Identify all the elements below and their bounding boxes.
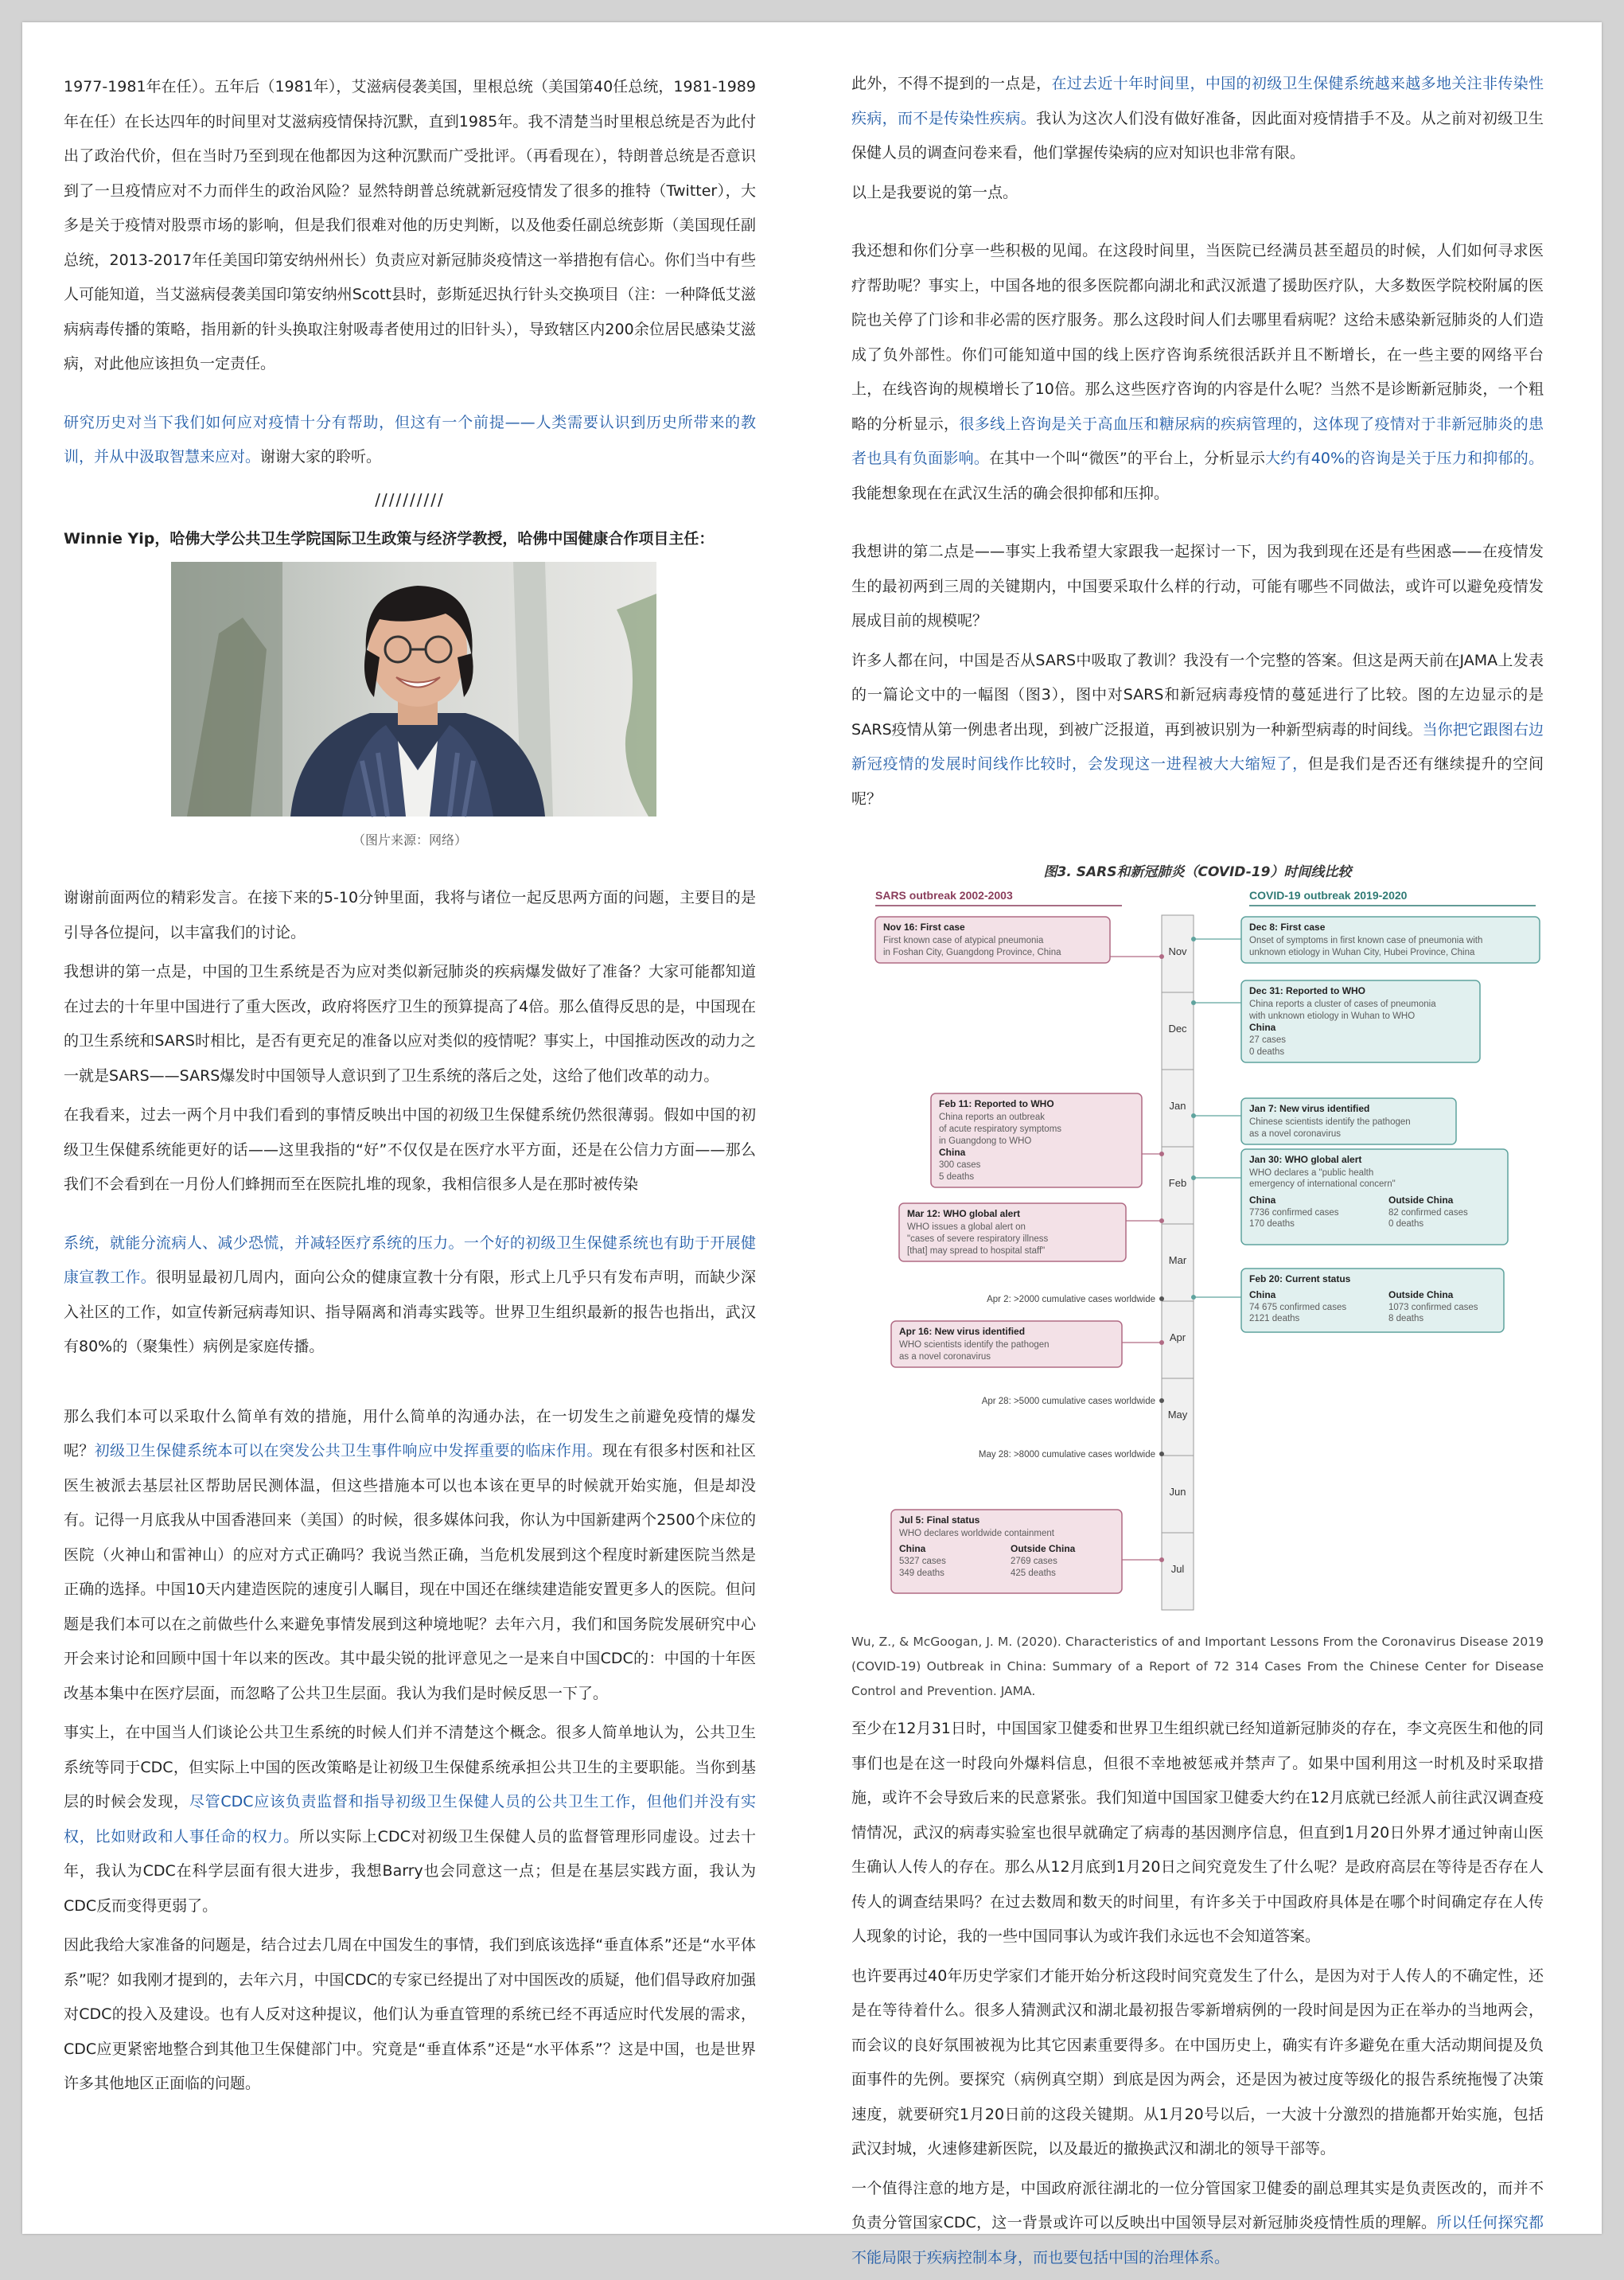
milestone-label: Apr 28: >5000 cumulative cases worldwide [981, 1397, 1155, 1406]
highlighted-text: 初级卫生保健系统本可以在突发公共卫生事件响应中发挥重要的临床作用。 [94, 1442, 602, 1460]
event-line: Chinese scientists identify the pathogen [1249, 1117, 1411, 1127]
paragraph-text: 很明显最初几周内，面向公众的健康宣教十分有限，形式上几乎只有发布声明，而缺少深入社区的工作，如宣传新冠病毒知识、指导隔离和消毒实践等。世界卫生组织最新的报告也指出，武汉有80%的（聚集性）病例是家庭传播。 [64, 1269, 756, 1355]
event-line: WHO declares a "public health [1249, 1168, 1374, 1178]
event-line: in Foshan City, Guangdong Province, China [883, 948, 1061, 957]
paragraph: 谢谢前面两位的精彩发言。在接下来的5-10分钟里面，我将与诸位一起反思两方面的问题，主要目的是引导各位提问，以丰富我们的讨论。 [64, 889, 756, 941]
timeline-event-box [875, 917, 1164, 963]
timeline-event-box [1191, 980, 1480, 1062]
event-title: Jan 7: New virus identified [1249, 1103, 1370, 1114]
highlighted-text: 系统，就能分流病人、减少恐慌，并减轻医疗系统的压力。一个好的初级卫生保健系统也有助于开展健康宣教工作。 [64, 1234, 756, 1286]
paragraph [851, 234, 1544, 511]
paragraph: 我想讲的第一点是，中国的卫生系统是否为应对类似新冠肺炎的疾病爆发做好了准备？大家可能都知道在过去的十年里中国进行了重大医改，政府将医疗卫生的预算提高了4倍。那么值得反思的是，中国现在的卫生系统和SARS时相比，是否有更充足的准备以应对类似的疫情呢？事实上，中国推动医改的动力之一就是SARS——SARS爆发时中国领导人意识到了卫生系统的落后之处，这给了他们改革的动力。 [64, 963, 756, 1085]
milestone-label: May 28: >8000 cumulative cases worldwide [978, 1450, 1155, 1460]
event-line: 5 deaths [939, 1172, 975, 1182]
covid-events [1191, 917, 1540, 1332]
event-line: 5327 cases [899, 1557, 946, 1566]
event-line: 2121 deaths [1249, 1314, 1300, 1323]
event-title: Feb 11: Reported to WHO [939, 1098, 1054, 1109]
event-line: Outside China [1388, 1195, 1454, 1206]
paragraph [851, 2172, 1544, 2276]
event-line: WHO issues a global alert on [907, 1222, 1026, 1232]
highlighted-text: 大约有40%的咨询是关于压力和抑郁的。 [1265, 450, 1544, 467]
event-line: 0 deaths [1388, 1219, 1424, 1229]
event-line: 82 confirmed cases [1388, 1208, 1468, 1218]
event-line: 8 deaths [1388, 1314, 1424, 1323]
paragraph [64, 1716, 756, 1923]
paragraph: 也许要再过40年历史学家们才能开始分析这段时间究竟发生了什么，是因为对于人传人的不确定性，还是在等待着什么。很多人猜测武汉和湖北最初报告零新增病例的一段时间是因为正在举办的当地两会，而会议的良好氛围被视为比其它因素重要得多。在中国历史上，确实有许多避免在重大活动期间提及负面事件的先例。要探究（病例真空期）到底是因为两会，还是因为被过度等级化的报告系统拖慢了决策速度，就要研究1月20日前的这段关键期。从1月20号以后，一大波十分激烈的措施都开始实施，包括武汉封城，火速修建新医院，以及最近的撤换武汉和湖北的领导干部等。 [851, 1966, 1544, 2157]
event-title: Jul 5: Final status [899, 1514, 980, 1526]
paragraph-text: 许多人都在问，中国是否从SARS中吸取了教训？我没有一个完整的答案。但这是两天前在JAMA上发表的一篇论文中的一幅图（图3），图中对SARS和新冠病毒疫情的蔓延进行了比较。图的左边显示的是SARS疫情从第一例患者出现，到被广泛报道，再到被识别为一种新型病毒的时间线。 [851, 651, 1544, 739]
event-title: Apr 16: New virus identified [899, 1326, 1026, 1337]
milestone-dot [1159, 1296, 1164, 1301]
milestone-dot [1159, 1452, 1164, 1456]
timeline-event-box [1191, 1269, 1504, 1332]
timeline-event-box [899, 1203, 1164, 1261]
event-title: Dec 31: Reported to WHO [1249, 985, 1366, 996]
event-title: Nov 16: First case [883, 922, 965, 933]
event-line: China reports a cluster of cases of pneumonia [1249, 1000, 1436, 1009]
event-line: emergency of international concern" [1249, 1179, 1396, 1189]
paragraph-text: 所以实际上CDC对初级卫生保健人员的监督管理形同虚设。过去十年，我认为CDC在科学层面有很大进步，我想Barry也会同意这一点；但是在基层实践方面，我认为CDC反而变得更弱了。 [64, 1827, 756, 1915]
highlighted-text: 所以任何探究都不能局限于疾病控制本身，而也要包括中国的治理体系。 [851, 2214, 1544, 2266]
timeline-event-box [931, 1093, 1164, 1187]
event-line: 1073 confirmed cases [1388, 1303, 1478, 1312]
paragraph-text: 一个值得注意的地方是，中国政府派往湖北的一位分管国家卫健委的副总理其实是负责医改的，而并不负责分管国家CDC，这一背景或许可以反映出中国领导层对新冠肺炎疫情性质的理解。 [851, 2179, 1544, 2231]
paragraph-text: 在其中一个叫“微医”的平台上，分析显示 [989, 450, 1266, 467]
milestone-dot [1159, 1398, 1164, 1403]
paragraph [64, 1400, 756, 1712]
highlighted-text: 尽管CDC应该负责监督和指导初级卫生保健人员的公共卫生工作，但他们并没有实权，比如财政和人事任命的权力。 [64, 1793, 756, 1845]
paragraph [64, 406, 756, 475]
paragraph: 在我看来，过去一两个月中我们看到的事情反映出中国的初级卫生保健系统仍然很薄弱。假如中国的初级卫生保健系统能更好的话——这里我指的“好”不仅仅是在医疗水平方面，还是在公信力方面——那么我们不会看到在一月份人们蜂拥而至在医院扎堆的现象，我相信很多人是在那时被传染 [64, 1106, 756, 1193]
paragraph-text: 谢谢大家的聆听。 [260, 448, 382, 466]
timeline-event-box [1191, 1149, 1508, 1245]
event-line: 74 675 confirmed cases [1249, 1303, 1347, 1312]
event-line: 0 deaths [1249, 1047, 1285, 1057]
right-column [851, 67, 1544, 2280]
timeline-event-box [891, 1321, 1164, 1367]
event-line: China [1249, 1289, 1276, 1300]
event-line: 170 deaths [1249, 1219, 1295, 1229]
event-line: China [1249, 1022, 1276, 1033]
month-label: Nov [1168, 945, 1187, 957]
paragraph-text: 我认为这次人们没有做好准备，因此面对疫情措手不及。从之前对初级卫生保健人员的调查问卷来看，他们掌握传染病的应对知识也非常有限。 [851, 109, 1544, 162]
photo-caption: （图片来源：网络） [352, 832, 467, 848]
paragraph-text: 但是我们是否还有继续提升的空间呢？ [851, 755, 1544, 808]
paragraph-text: 事实上，在中国当人们谈论公共卫生系统的时候人们并不清楚这个概念。很多人简单地认为，公共卫生系统等同于CDC，但实际上中国的医改策略是让初级卫生保健系统承担公共卫生的主要职能。当你到基层的时候会发现， [64, 1724, 756, 1810]
event-title: Mar 12: WHO global alert [907, 1208, 1021, 1219]
paragraph-text: 现在有很多村医和社区医生被派去基层社区帮助居民测体温，但这些措施本可以也本该在更早的时候就开始实施，但是却没有。记得一月底我从中国香港回来（美国）的时候，很多媒体问我，你认为中国新建两个2500个床位的医院（火神山和雷神山）的应对方式正确吗？我说当然正确，当危机发展到这个程度时新建医院当然是正确的选择。中国10天内建造医院的速度引人瞩目，现在中国还在继续建造能安置更多人的医院。但问题是我们本可以在之前做些什么来避免事情发展到这种境地呢？去年六月，我们和国务院发展研究中心开会来讨论和回顾中国十年以来的医改。其中最尖锐的批评意见之一是来自中国CDC的：中国的十年医改基本集中在医疗层面，而忽略了公共卫生层面。我认为我们是时候反思一下了。 [64, 1442, 756, 1702]
paragraph: 1977-1981年在任）。五年后（1981年），艾滋病侵袭美国，里根总统（美国第40任总统，1981-1989年在任）在长达四年的时间里对艾滋病疫情保持沉默，直到1985年。我不清楚当时里根总统是否为此付出了政治代价，但在当时乃至到现在他都因为这种沉默而广受批评。（再看现在），特朗普总统是否意识到了一旦疫情应对不力而伴生的政治风险？显然特朗普总统就新冠疫情发了很多的推特（Twitter），大多是关于疫情对股票市场的影响，但是我们很难对他的历史判断，以及他委任副总统彭斯（美国现任副总统，2013-2017年任美国印第安纳州州长）负责应对新冠肺炎疫情这一举措抱有信心。你们当中有些人可能知道，当艾滋病侵袭美国印第安纳州Scott县时，彭斯延迟执行针头交换项目（注：一种降低艾滋病病毒传播的策略，指用新的针头换取注射吸毒者使用过的旧针头），导致辖区内200余位居民感染艾滋病，对此他应该担负一定责任。 [64, 78, 756, 372]
sars-milestones [979, 1295, 1164, 1460]
event-line: 27 cases [1249, 1035, 1287, 1045]
figure-reference: Wu, Z., & McGoogan, J. M. (2020). Characteristics of and Important Lessons From the Coronavirus Disease 2019 (COVID-19) Outbreak in China: Summary of a Report of 72 314 Cases From the Chinese Center for Disease Control and Prevention. JAMA. [851, 1635, 1544, 1698]
event-line: [that] may spread to hospital staff" [907, 1246, 1046, 1256]
covid-outbreak-header: COVID-19 outbreak 2019-2020 [1249, 889, 1408, 902]
speaker-photo [171, 562, 656, 817]
timeline-event-box [1191, 1098, 1456, 1144]
event-line: WHO scientists identify the pathogen [899, 1340, 1050, 1350]
month-label: Mar [1168, 1254, 1187, 1266]
event-line: China [899, 1543, 926, 1554]
event-title: Jan 30: WHO global alert [1249, 1154, 1362, 1165]
portrait-illustration [171, 562, 656, 817]
sars-covid-timeline-figure [867, 885, 1544, 1625]
month-label: Jun [1169, 1486, 1186, 1498]
milestone-label: Apr 2: >2000 cumulative cases worldwide [987, 1295, 1155, 1304]
sars-events [875, 917, 1164, 1593]
month-label: Apr [1169, 1331, 1186, 1343]
event-line: Onset of symptoms in first known case of pneumonia with [1249, 936, 1483, 945]
event-line: 349 deaths [899, 1569, 944, 1578]
event-line: unknown etiology in Wuhan City, Hubei Province, China [1249, 948, 1475, 957]
paragraph [851, 644, 1544, 817]
month-label: Jan [1169, 1100, 1186, 1112]
section-separator: ////////// [375, 489, 445, 509]
event-line: China reports an outbreak [939, 1113, 1045, 1122]
event-line: with unknown etiology in Wuhan to WHO [1249, 1011, 1416, 1021]
figure-title: 图3. SARS和新冠肺炎（COVID-19）时间线比较 [1043, 864, 1352, 880]
event-line: China [1249, 1195, 1276, 1206]
timeline-event-box [1191, 917, 1540, 963]
highlighted-text: 在过去近十年时间里，中国的初级卫生保健系统越来越多地关注非传染性疾病，而不是传染性疾病。 [851, 75, 1544, 127]
highlighted-text: 研究历史对当下我们如何应对疫情十分有帮助，但这有一个前提——人类需要认识到历史所带来的教训，并从中汲取智慧来应对。 [64, 413, 756, 466]
paragraph-text: 此外，不得不提到的一点是， [851, 75, 1052, 92]
paragraph [851, 67, 1544, 171]
event-title: Dec 8: First case [1249, 922, 1326, 933]
left-column [64, 70, 756, 2107]
event-line: China [939, 1147, 966, 1158]
event-line: as a novel coronavirus [1249, 1129, 1342, 1139]
event-title: Feb 20: Current status [1249, 1273, 1351, 1284]
paragraph-text: 那么我们本可以采取什么简单有效的措施，用什么简单的沟通办法，在一切发生之前避免疫情的爆发呢？ [64, 1407, 756, 1460]
month-axis [1162, 915, 1194, 1610]
event-line: WHO declares worldwide containment [899, 1529, 1054, 1538]
paragraph-text: 我能想象现在在武汉生活的确会很抑郁和压抑。 [851, 484, 1170, 502]
event-line: 7736 confirmed cases [1249, 1208, 1339, 1218]
highlighted-text: 当你把它跟图右边新冠疫情的发展时间线作比较时，会发现这一进程被大大缩短了， [851, 720, 1544, 773]
month-label: Dec [1168, 1023, 1187, 1035]
paragraph-text: 我还想和你们分享一些积极的见闻。在这段时间里，当医院已经满员甚至超员的时候，人们如何寻求医疗帮助呢？事实上，中国各地的很多医院都向湖北和武汉派遣了援助医疗队，大多数医学院校附属的医院也关停了门诊和非必需的医疗服务。那么这段时间人们去哪里看病呢？这给未感染新冠肺炎的人们造成了负外部性。你们可能知道中国的线上医疗咨询系统很活跃并且不断增长，在一些主要的网络平台上，在线咨询的规模增长了10倍。那么这些医疗咨询的内容是什么呢？当然不是诊断新冠肺炎，一个粗略的分析显示， [851, 242, 1544, 433]
event-line: 300 cases [939, 1160, 981, 1170]
paragraph: 因此我给大家准备的问题是，结合过去几周在中国发生的事情，我们到底该选择“垂直体系”还是“水平体系”呢？如我刚才提到的，去年六月，中国CDC的专家已经提出了对中国医改的质疑，他们倡导政府加强对CDC的投入及建设。也有人反对这种提议，他们认为垂直管理的系统已经不再适应时代发展的需求，CDC应更紧密地整合到其他卫生保健部门中。究竟是“垂直体系”还是“水平体系”？这是中国，也是世界许多其他地区正面临的问题。 [64, 1936, 756, 2092]
event-line: Outside China [1388, 1289, 1454, 1300]
event-line: "cases of severe respiratory illness [907, 1234, 1049, 1244]
month-label: Jul [1170, 1563, 1185, 1575]
paragraph: 至少在12月31日时，中国国家卫健委和世界卫生组织就已经知道新冠肺炎的存在，李文亮医生和他的同事们也是在这一时段向外爆料信息，但很不幸地被惩戒并禁声了。如果中国利用这一时机及时采取措施，或许不会导致后来的民意紧张。我们知道中国国家卫健委大约在12月底就已经派人前往武汉调查疫情情况，武汉的病毒实验室也很早就确定了病毒的基因测序信息，但直到1月20日外界才通过钟南山医生确认人传人的存在。那么从12月底到1月20日之间究竟发生了什么呢？是政府高层在等待是否存在人传人的调查结果吗？在过去数周和数天的时间里，有许多关于中国政府具体是在哪个时间确定存在人传人现象的讨论，我的一些中国同事认为或许我们永远也不会知道答案。 [851, 1720, 1544, 1945]
sars-outbreak-header: SARS outbreak 2002-2003 [875, 889, 1013, 902]
event-line: in Guangdong to WHO [939, 1136, 1032, 1146]
event-line: 2769 cases [1011, 1557, 1057, 1566]
event-line: First known case of atypical pneumonia [883, 936, 1044, 945]
event-line: 425 deaths [1011, 1569, 1056, 1578]
month-label: Feb [1168, 1177, 1187, 1189]
speaker-intro: Winnie Yip，哈佛大学公共卫生学院国际卫生政策与经济学教授，哈佛中国健康合作项目主任： [64, 530, 715, 548]
paragraph [64, 1226, 756, 1365]
timeline-event-box [891, 1510, 1164, 1593]
paragraph: 以上是我要说的第一点。 [851, 183, 1018, 201]
document-page [22, 22, 1602, 2266]
event-line: as a novel coronavirus [899, 1352, 991, 1362]
month-label: May [1167, 1409, 1188, 1421]
paragraph: 我想讲的第二点是——事实上我希望大家跟我一起探讨一下，因为我到现在还是有些困惑——在疫情发生的最初两到三周的关键期内，中国要采取什么样的行动，可能有哪些不同做法，或许可以避免疫情发展成目前的规模呢？ [851, 543, 1544, 629]
event-line: Outside China [1011, 1543, 1076, 1554]
event-line: of acute respiratory symptoms [939, 1124, 1062, 1134]
highlighted-text: 很多线上咨询是关于高血压和糖尿病的疾病管理的，这体现了疫情对于非新冠肺炎的患者也具有负面影响。 [851, 415, 1544, 467]
